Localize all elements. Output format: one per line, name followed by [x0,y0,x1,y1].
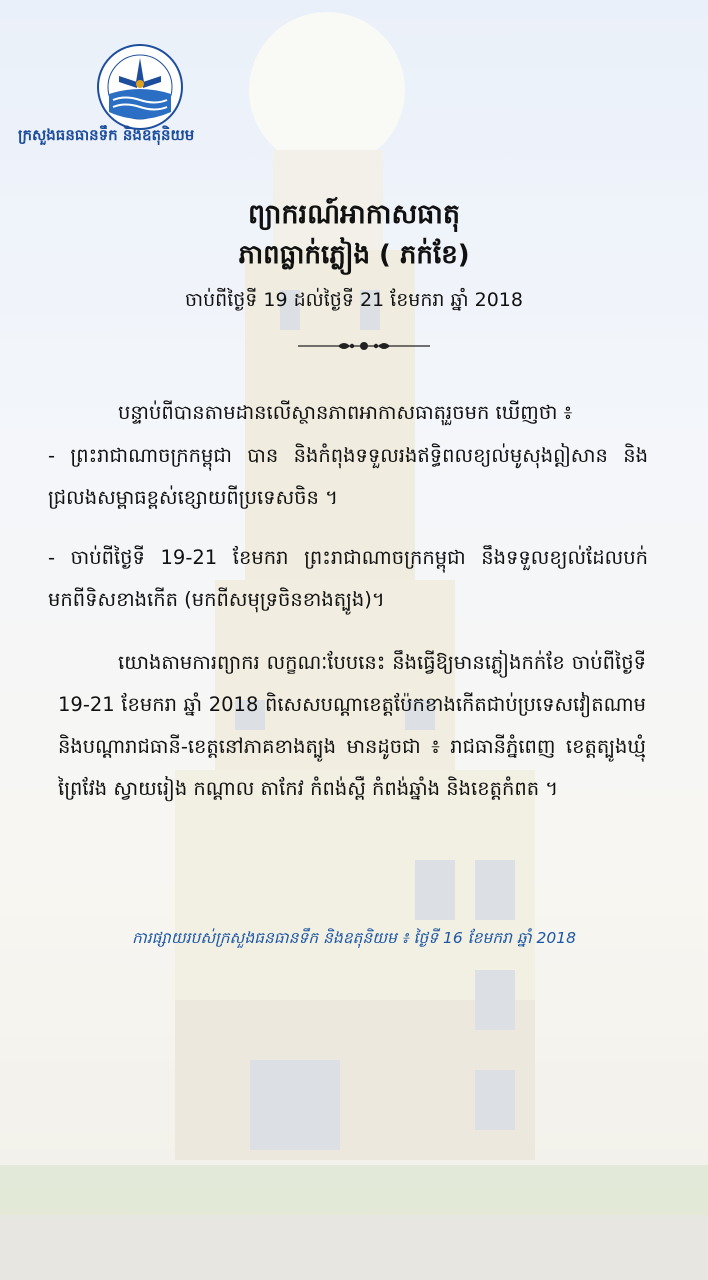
intro-paragraph: បន្ទាប់ពីបានតាមដានលើស្ថានភាពអាកាសធាតុរួចមក ឃើញថា ៖ [118,401,573,424]
page-subtitle: ភាពធ្លាក់ភ្លៀង ( ភក់ខែ) [238,240,470,270]
bullet-east-wind: - ចាប់ពីថ្ងៃទី 19-21 ខែមករា ព្រះរាជាណាចក្រកម្ពុជា នឹងទទួលខ្យល់ដែលបក់មកពីទិសខាងកើត (មកពីសមុទ្រចិនខាងត្បូង)។ [48,546,648,611]
release-note: ការផ្សាយរបស់ក្រសួងធនធានទឹក និងឧតុនិយម ៖ ថ្ងៃទី 16 ខែមករា ឆ្នាំ 2018 [132,929,576,947]
bullet-monsoon: - ព្រះរាជាណាចក្រកម្ពុជា បាន និងកំពុងទទួលរងឥទ្ធិពលខ្យល់មូសុងឦសាន និងជ្រលងសម្ពាធខ្ពស់ខ្សោយពីប្រទេសចិន ។ [48,444,648,509]
ornamental-divider [298,339,430,353]
date-range: ចាប់ពីថ្ងៃទី 19 ដល់ថ្ងៃទី 21 ខែមករា ឆ្នាំ 2018 [185,289,523,311]
logo-emblem-icon [95,42,185,132]
ministry-name: ក្រសួងធនធានទឹក និងឧតុនិយម [18,126,195,144]
page-title: ព្យាករណ៍អាកាសធាតុ [248,199,460,230]
ministry-logo [95,42,185,132]
forecast-paragraph: យោងតាមការព្យាករ លក្ខណៈបែបនេះ នឹងធ្វើឱ្យមានភ្លៀងកក់ខែ ចាប់ពីថ្ងៃទី 19-21 ខែមករា ឆ្នាំ 2018 ពិសេសបណ្តាខេត្តប៉ែកខាងកើតជាប់ប្រទេសវៀតណាម និងបណ្តារាជធានី-ខេត្តនៅភាគខាងត្បូង មានដូចជា ៖ រាជធានីភ្នំពេញ ខេត្តត្បូងឃ្មុំ ព្រៃវែង ស្វាយរៀង កណ្តាល តាកែវ កំពង់ស្ពឺ កំពង់ឆ្នាំង និងខេត្តកំពត ។ [58,651,646,800]
